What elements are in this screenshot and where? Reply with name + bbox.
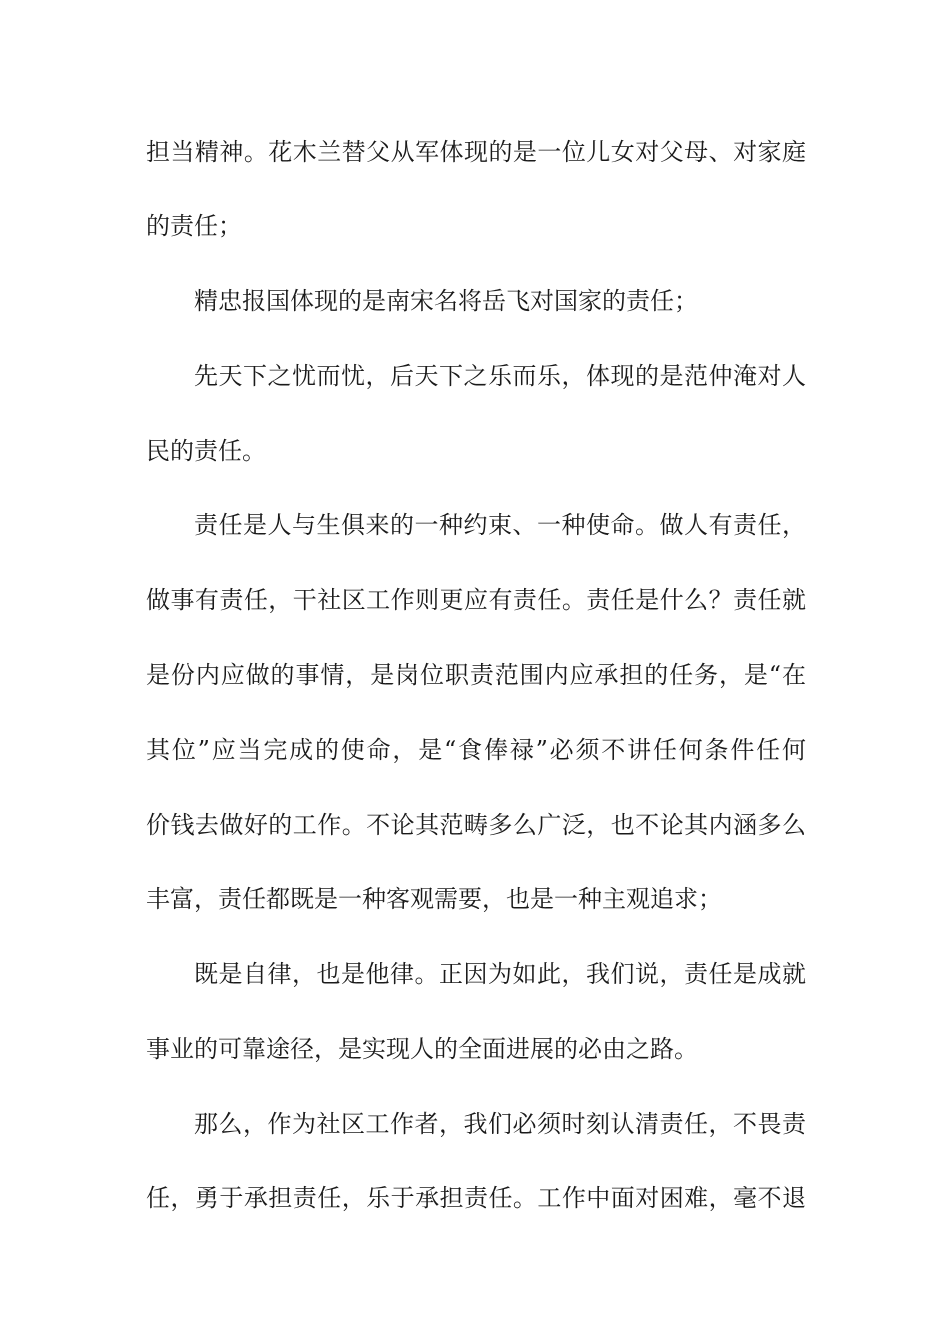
text-line: 那么，作为社区工作者，我们必须时刻认清责任，不畏责 bbox=[194, 1110, 806, 1138]
text-line: 丰富，责任都既是一种客观需要，也是一种主观追求； bbox=[146, 885, 722, 913]
text-line: 的责任； bbox=[146, 212, 242, 240]
text-line: 其位”应当完成的使命，是“食俸禄”必须不讲任何条件任何 bbox=[146, 736, 806, 764]
text-line: 价钱去做好的工作。不论其范畴多么广泛，也不论其内涵多么 bbox=[146, 811, 806, 839]
text-line: 事业的可靠途径，是实现人的全面进展的必由之路。 bbox=[146, 1035, 698, 1063]
text-line: 做事有责任，干社区工作则更应有责任。责任是什么？责任就 bbox=[146, 586, 806, 614]
text-line: 先天下之忧而忧，后天下之乐而乐，体现的是范仲淹对人 bbox=[194, 362, 806, 390]
text-line: 民的责任。 bbox=[146, 437, 266, 465]
text-line: 任，勇于承担责任，乐于承担责任。工作中面对困难，毫不退 bbox=[146, 1184, 806, 1212]
text-line: 担当精神。花木兰替父从军体现的是一位儿女对父母、对家庭 bbox=[146, 138, 806, 166]
text-line: 既是自律，也是他律。正因为如此，我们说，责任是成就 bbox=[194, 960, 806, 988]
text-line: 责任是人与生俱来的一种约束、一种使命。做人有责任， bbox=[194, 511, 806, 539]
text-line: 是份内应做的事情，是岗位职责范围内应承担的任务，是“在 bbox=[146, 661, 806, 689]
text-line: 精忠报国体现的是南宋名将岳飞对国家的责任； bbox=[194, 287, 698, 315]
